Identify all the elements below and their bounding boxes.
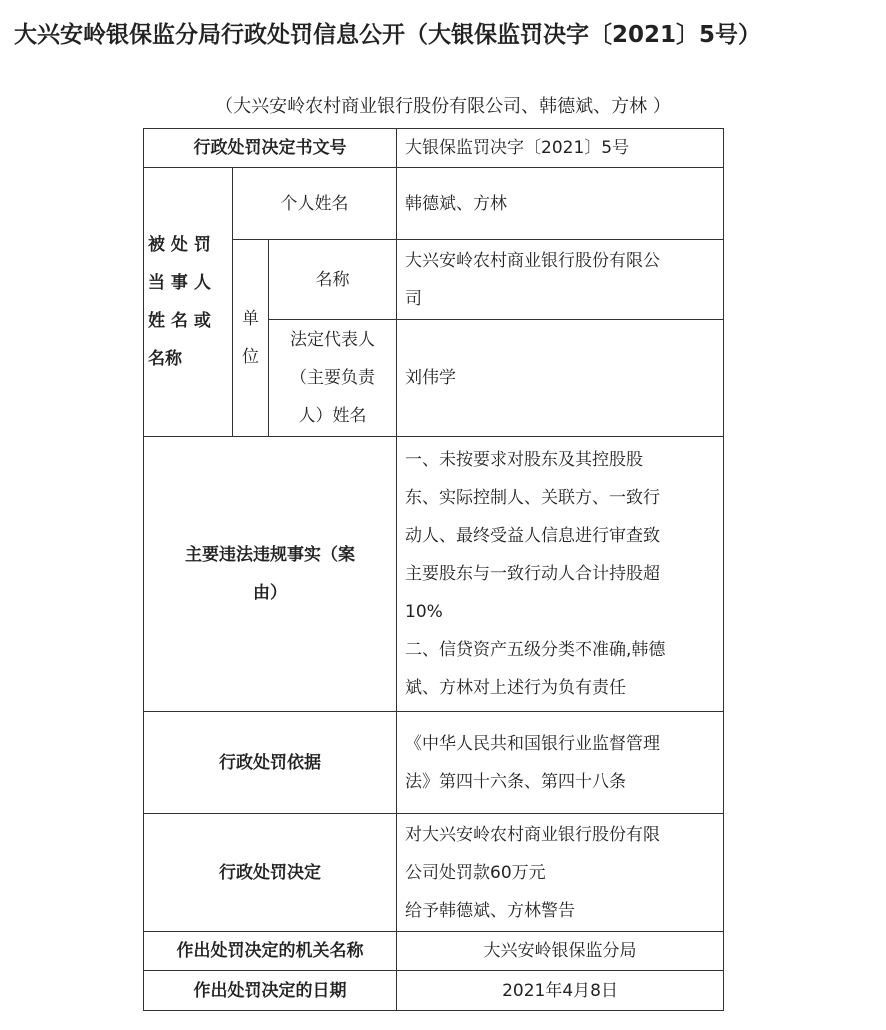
date-value: 2021年4月8日 xyxy=(397,971,724,1011)
date-label: 作出处罚决定的日期 xyxy=(144,971,397,1011)
rep-label-line: 人）姓名 xyxy=(298,406,367,426)
party-label-line: 姓 名 或 xyxy=(148,311,211,331)
facts-value xyxy=(397,437,724,712)
decision-line: 对大兴安岭农村商业银行股份有限 xyxy=(405,824,661,845)
basis-label: 行政处罚依据 xyxy=(144,712,397,814)
rep-label xyxy=(269,320,397,437)
facts-line: 10% xyxy=(405,602,443,622)
party-label-line: 被 处 罚 xyxy=(148,235,211,255)
rep-label-line: 法定代表人 xyxy=(290,330,376,350)
name-line: 大兴安岭农村商业银行股份有限公 xyxy=(405,250,661,271)
row-basis xyxy=(144,712,724,814)
doc-no-label: 行政处罚决定书文号 xyxy=(144,129,397,168)
row-authority xyxy=(144,932,724,971)
decision-line: 给予韩德斌、方林警告 xyxy=(405,900,576,921)
doc-no-value: 大银保监罚决字〔2021〕5号 xyxy=(397,129,724,168)
rep-value: 刘伟学 xyxy=(397,320,724,437)
page-title: 大兴安岭银保监分局行政处罚信息公开（大银保监罚决字〔2021〕5号） xyxy=(14,22,762,48)
facts-line: 动人、最终受益人信息进行审查致 xyxy=(405,526,661,546)
facts-line: 斌、方林对上述行为负有责任 xyxy=(405,678,627,698)
unit-label xyxy=(233,240,269,437)
facts-label xyxy=(144,437,397,712)
facts-line: 一、未按要求对股东及其控股股 xyxy=(405,450,644,470)
facts-line: 二、信贷资产五级分类不准确,韩德 xyxy=(405,640,666,660)
facts-label-line: 由） xyxy=(253,583,288,603)
rep-label-line: （主要负责 xyxy=(290,368,376,388)
name-value xyxy=(397,240,724,320)
party-label-line: 当 事 人 xyxy=(148,273,211,293)
facts-line: 东、实际控制人、关联方、一致行 xyxy=(405,488,661,508)
basis-line: 法》第四十六条、第四十八条 xyxy=(405,771,627,792)
name-line: 司 xyxy=(405,288,423,309)
party-label-line: 名称 xyxy=(148,349,182,369)
subtitle: （大兴安岭农村商业银行股份有限公司、韩德斌、方林 ） xyxy=(215,96,671,117)
name-label: 名称 xyxy=(269,240,397,320)
row-doc-no xyxy=(144,129,724,168)
person-label: 个人姓名 xyxy=(233,168,397,240)
person-value: 韩德斌、方林 xyxy=(397,168,724,240)
decision-line: 公司处罚款60万元 xyxy=(405,862,546,883)
decision-value xyxy=(397,814,724,932)
facts-label-line: 主要违法违规事实（案 xyxy=(185,545,356,565)
decision-label: 行政处罚决定 xyxy=(144,814,397,932)
penalty-table xyxy=(143,128,724,1011)
party-label xyxy=(144,168,233,437)
facts-line: 主要股东与一致行动人合计持股超 xyxy=(405,564,661,584)
authority-value: 大兴安岭银保监分局 xyxy=(397,932,724,971)
basis-line: 《中华人民共和国银行业监督管理 xyxy=(405,733,661,754)
row-person xyxy=(144,168,724,240)
unit-label-line: 位 xyxy=(242,347,259,367)
basis-value xyxy=(397,712,724,814)
unit-label-line: 单 xyxy=(242,309,259,329)
row-date xyxy=(144,971,724,1011)
row-decision xyxy=(144,814,724,932)
row-facts xyxy=(144,437,724,712)
authority-label: 作出处罚决定的机关名称 xyxy=(144,932,397,971)
